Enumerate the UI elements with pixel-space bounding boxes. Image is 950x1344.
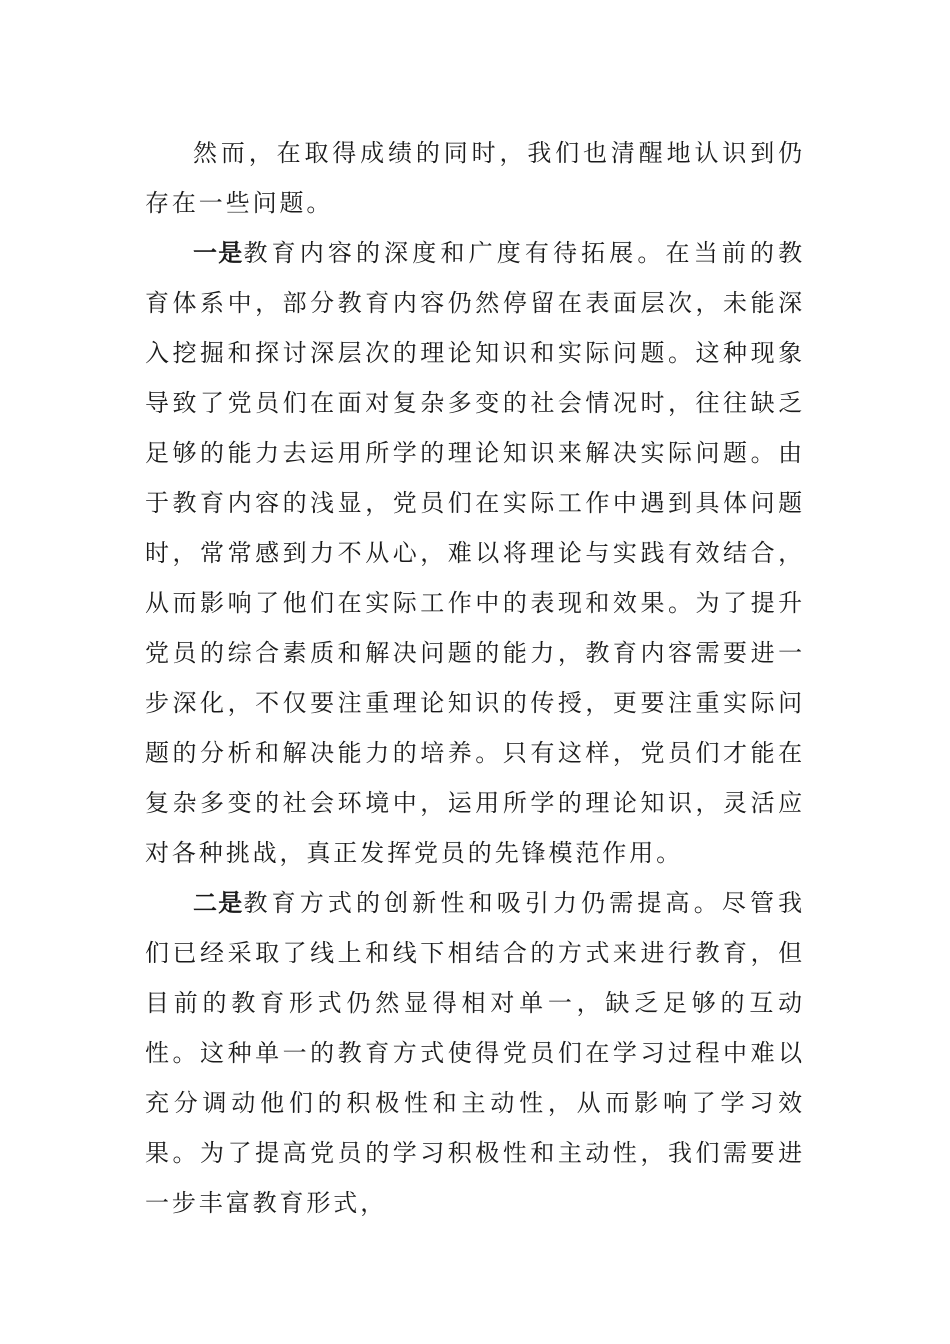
document-body [145,128,805,1228]
paragraph-point-one [145,228,805,878]
paragraph-point-two [145,878,805,1228]
paragraph-lead: 二是 [193,889,244,917]
paragraph-text: 教育内容的深度和广度有待拓展。在当前的教育体系中，部分教育内容仍然停留在表面层次，未能深入挖掘和探讨深层次的理论知识和实际问题。这种现象导致了党员们在面对复杂多变的社会情况时，往往缺乏足够的能力去运用所学的理论知识来解决实际问题。由于教育内容的浅显，党员们在实际工作中遇到具体问题时，常常感到力不从心，难以将理论与实践有效结合，从而影响了他们在实际工作中的表现和效果。为了提升党员的综合素质和解决问题的能力，教育内容需要进一步深化，不仅要注重理论知识的传授，更要注重实际问题的分析和解决能力的培养。只有这样，党员们才能在复杂多变的社会环境中，运用所学的理论知识，灵活应对各种挑战，真正发挥党员的先锋模范作用。 [145,239,806,867]
paragraph-lead: 一是 [193,239,244,267]
paragraph-intro [145,128,805,228]
paragraph-text: 然而，在取得成绩的同时，我们也清醒地认识到仍存在一些问题。 [145,139,805,217]
paragraph-text: 教育方式的创新性和吸引力仍需提高。尽管我们已经采取了线上和线下相结合的方式来进行教育，但目前的教育形式仍然显得相对单一，缺乏足够的互动性。这种单一的教育方式使得党员们在学习过程中难以充分调动他们的积极性和主动性，从而影响了学习效果。为了提高党员的学习积极性和主动性，我们需要进一步丰富教育形式， [145,889,806,1217]
